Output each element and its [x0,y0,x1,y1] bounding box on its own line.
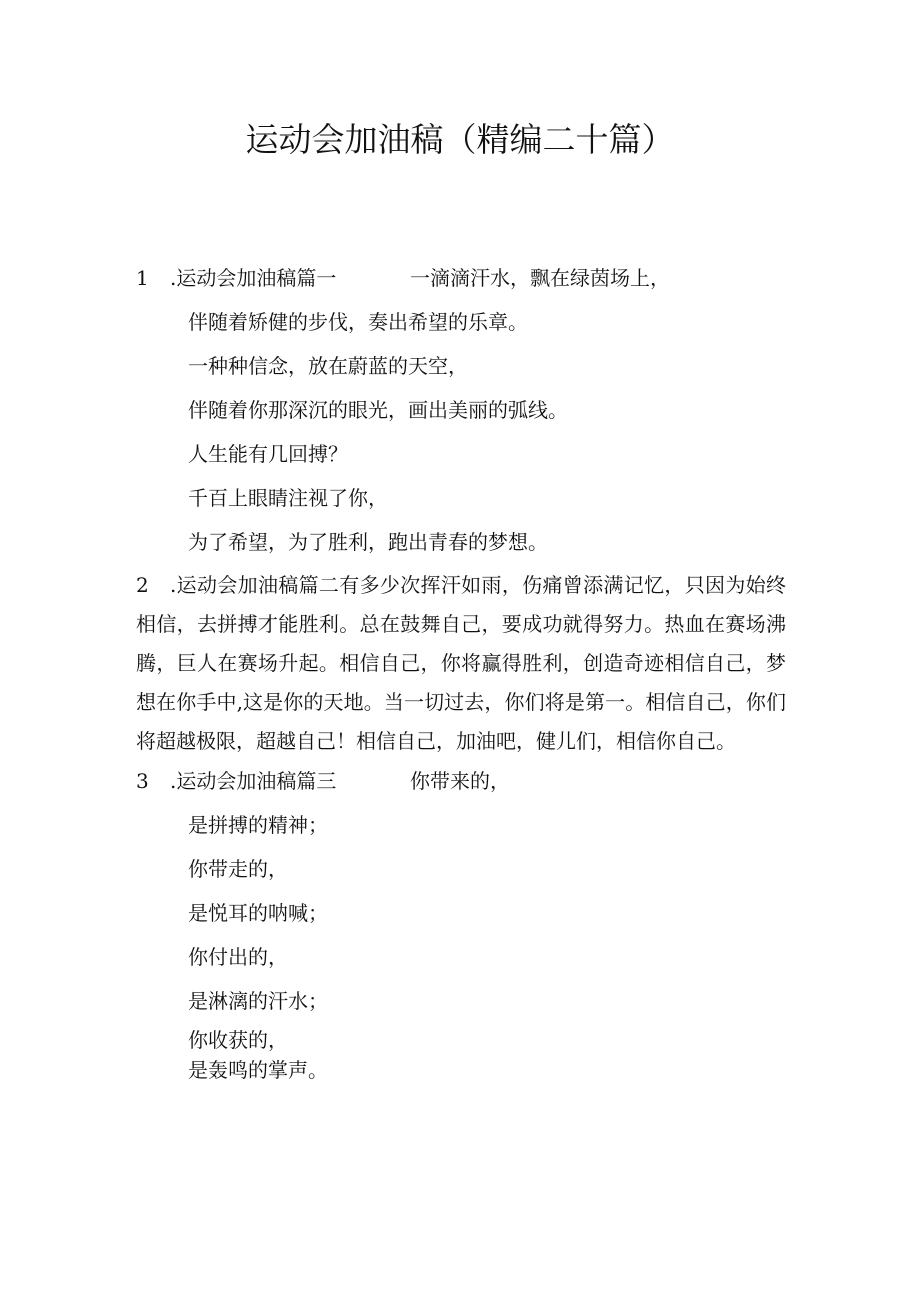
section-label: .运动会加油稿篇三 [170,769,337,793]
verse-line: 伴随着你那深沉的眼光，画出美丽的弧线。 [188,398,568,422]
section-number: 2 [136,573,149,597]
section-number: 3 [136,769,149,793]
verse-line [136,1085,786,1115]
verse-line: 是拼搏的精神； [188,813,328,837]
section-label: .运动会加油稿篇二 [170,573,340,597]
verse-line: 你带来的， [410,769,510,793]
verse-line: 人生能有几回搏？ [188,442,348,466]
verse-line: 是轰鸣的掌声。 [188,1058,328,1082]
verse-line: 伴随着矫健的步伐，奏出希望的乐章。 [188,310,528,334]
verse-line: 你付出的， [188,945,288,969]
section-2-paragraph [136,566,786,761]
verse-line: 千百上眼睛注视了你， [188,486,388,510]
verse-line: 为了希望，为了胜利，跑出青春的梦想。 [188,530,548,554]
section-number: 1 [136,266,149,290]
section-1-heading [136,258,786,302]
section-3-heading [136,761,786,805]
paragraph-text: 有多少次挥汗如雨，伤痛曾添满记忆，只因为始终相信，去拼搏才能胜利。总在鼓舞自己，要成功就得努力。热血在赛场沸腾，巨人在赛场升起。相信自己，你将赢得胜利，创造奇迹相信自己，梦想在你手中,这是你的天地。当一切过去，你们将是第一。相信自己，你们将超越极限，超越自己！相信自己，加油吧，健儿们，相信你自己。 [136,573,786,753]
verse-line: 是淋漓的汗水； [188,989,328,1013]
document-body [136,258,786,1115]
document-title: 运动会加油稿（精编二十篇） [245,120,675,159]
verse-line: 一种种信念，放在蔚蓝的天空， [188,354,468,378]
verse-line: 一滴滴汗水，飘在绿茵场上， [410,266,670,290]
section-label: .运动会加油稿篇一 [170,266,337,290]
verse-line: 是悦耳的呐喊； [188,901,328,925]
verse-line: 你收获的， [188,1028,288,1052]
verse-line: 你带走的， [188,857,288,881]
